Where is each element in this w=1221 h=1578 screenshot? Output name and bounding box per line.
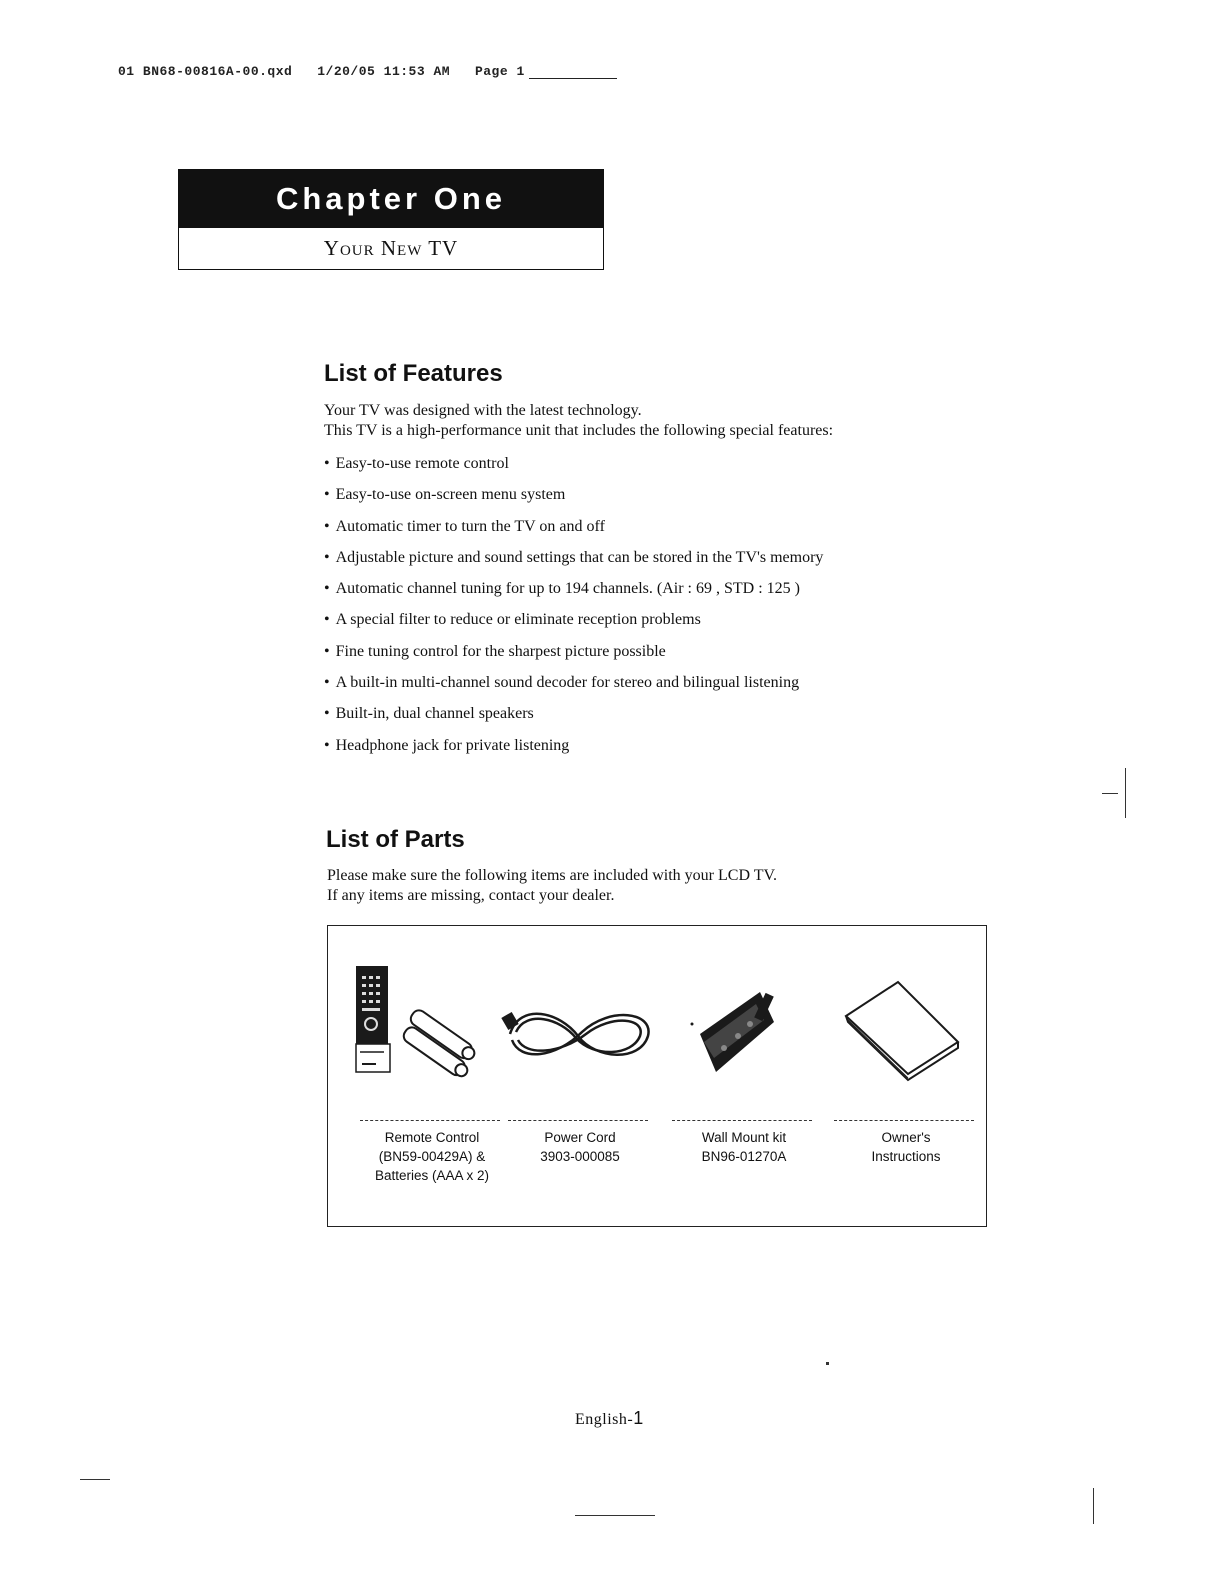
crop-mark bbox=[80, 1479, 110, 1480]
feature-item: • Automatic channel tuning for up to 194 channels. (Air : 69 , STD : 125 ) bbox=[324, 577, 823, 608]
part-separator bbox=[508, 1120, 648, 1121]
feature-item: • Fine tuning control for the sharpest picture possible bbox=[324, 640, 823, 671]
chapter-subtitle: Your New TV bbox=[323, 236, 459, 260]
print-header-text: 01 BN68-00816A-00.qxd 1/20/05 11:53 AM Page 1 bbox=[118, 64, 525, 79]
chapter-heading bbox=[178, 169, 604, 270]
feature-item: • A special filter to reduce or eliminate reception problems bbox=[324, 608, 823, 639]
remote-control-batteries-icon bbox=[352, 962, 502, 1082]
part-label-line: Owner's bbox=[881, 1130, 931, 1145]
print-header-rule bbox=[529, 66, 617, 79]
part-label-line: BN96-01270A bbox=[701, 1149, 787, 1164]
manual-icon bbox=[826, 962, 976, 1082]
part-separator bbox=[672, 1120, 812, 1121]
power-cord-icon bbox=[500, 962, 650, 1082]
part-label-line: (BN59-00429A) & bbox=[378, 1149, 486, 1164]
parts-box bbox=[327, 925, 987, 1227]
wall-mount-kit-icon bbox=[664, 962, 814, 1082]
features-intro-line1: Your TV was designed with the latest technology. bbox=[324, 402, 642, 419]
chapter-title: Chapter One bbox=[179, 170, 603, 228]
part-label-line: Instructions bbox=[871, 1149, 941, 1164]
parts-intro-line2: If any items are missing, contact your dealer. bbox=[327, 887, 615, 904]
crop-mark bbox=[575, 1515, 655, 1516]
part-label-line: Power Cord bbox=[544, 1130, 616, 1145]
parts-title: List of Parts bbox=[326, 826, 465, 853]
features-title: List of Features bbox=[324, 360, 503, 387]
feature-item: • Easy-to-use on-screen menu system bbox=[324, 483, 823, 514]
parts-intro bbox=[327, 866, 777, 906]
part-separator bbox=[360, 1120, 500, 1121]
feature-item: • Easy-to-use remote control bbox=[324, 452, 823, 483]
part-label-line: 3903-000085 bbox=[540, 1149, 620, 1164]
part-label-line: Batteries (AAA x 2) bbox=[374, 1168, 490, 1183]
feature-item: • Automatic timer to turn the TV on and off bbox=[324, 515, 823, 546]
part-label bbox=[664, 1128, 824, 1166]
part-label bbox=[500, 1128, 660, 1166]
parts-intro-line1: Please make sure the following items are included with your LCD TV. bbox=[327, 867, 777, 884]
part-label bbox=[826, 1128, 986, 1166]
features-intro bbox=[324, 401, 833, 441]
features-list bbox=[324, 452, 823, 765]
features-intro-line2: This TV is a high-performance unit that includes the following special features: bbox=[324, 422, 834, 439]
print-header bbox=[118, 64, 617, 79]
feature-item: • A built-in multi-channel sound decoder for stereo and bilingual listening bbox=[324, 671, 823, 702]
feature-item: • Built-in, dual channel speakers bbox=[324, 702, 823, 733]
page-number bbox=[575, 1408, 644, 1429]
part-label bbox=[352, 1128, 512, 1185]
crop-mark bbox=[1125, 768, 1126, 818]
feature-item: • Adjustable picture and sound settings that can be stored in the TV's memory bbox=[324, 546, 823, 577]
part-label-line: Remote Control bbox=[384, 1130, 480, 1145]
part-separator bbox=[834, 1120, 974, 1121]
stray-dot bbox=[826, 1362, 829, 1365]
feature-item: • Headphone jack for private listening bbox=[324, 734, 823, 765]
page-number-value: 1 bbox=[633, 1408, 644, 1428]
page-number-label: English- bbox=[575, 1411, 634, 1428]
crop-mark bbox=[1093, 1488, 1094, 1524]
part-label-line: Wall Mount kit bbox=[701, 1130, 787, 1145]
crop-mark bbox=[1102, 793, 1118, 794]
